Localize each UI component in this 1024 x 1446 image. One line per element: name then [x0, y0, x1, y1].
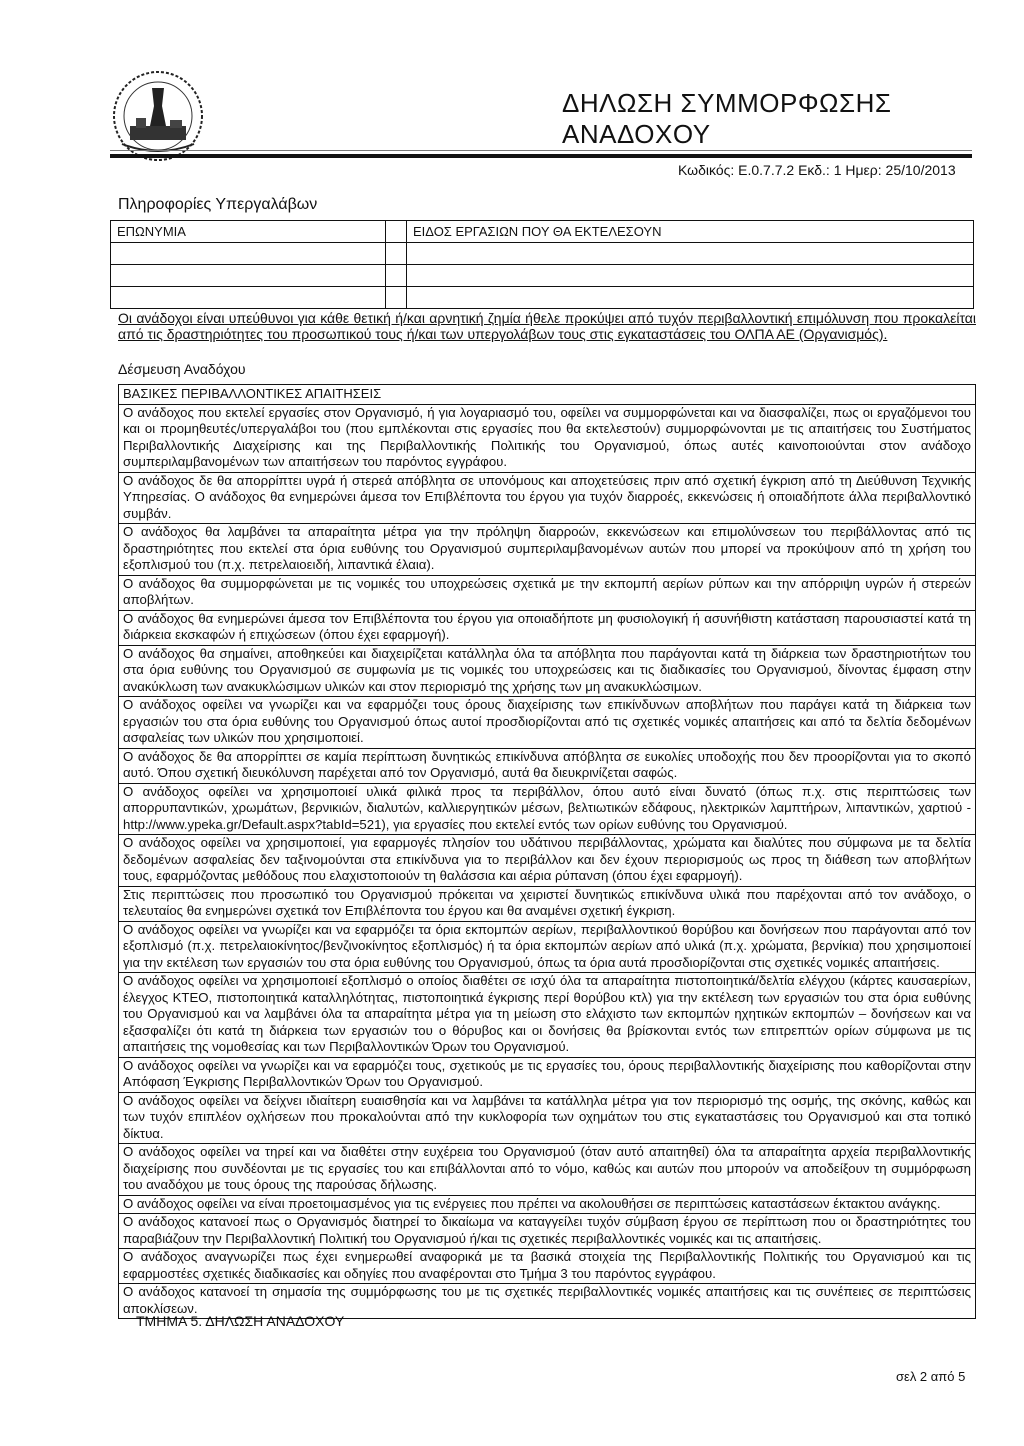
- table-header-row: [111, 221, 974, 243]
- requirement-row: [119, 783, 976, 835]
- requirements-table: [118, 384, 976, 1319]
- requirement-text: Ο ανάδοχος κατανοεί τη σημασία της συμμόρφωσης του με τις σχετικές περιβαλλοντικές νομικές απαιτήσεις και τις συνέπειες σε περιπτώσεις αποκλίσεων.: [119, 1284, 976, 1319]
- requirement-text: Ο ανάδοχος θα συμμορφώνεται με τις νομικές του υποχρεώσεις σχετικά με την εκπομπή αερίων ρύπων και την απόρριψη υγρών ή στερεών αποβλήτων.: [119, 575, 976, 610]
- requirement-row: [119, 1249, 976, 1284]
- column-header-work-type: ΕΙΔΟΣ ΕΡΓΑΣΙΩΝ ΠΟΥ ΘΑ ΕΚΤΕΛΕΣΟΥΝ: [407, 221, 974, 243]
- table-row: [111, 287, 974, 309]
- responsibility-note: Οι ανάδοχοι είναι υπεύθυνοι για κάθε θετική ή/και αρνητική ζημία ήθελε προκύψει από τυχόν περιβαλλοντική επιμόλυνση που προκαλείται από τις δραστηριότητες του προσωπικού τους ή/και των υπεργολάβων τους στις εγκαταστάσεις του ΟΛΠΑ ΑΕ (Οργανισμός).: [118, 310, 976, 342]
- work-type-input-cell[interactable]: [407, 265, 974, 287]
- table-cell: [386, 243, 407, 265]
- requirement-row: [119, 1092, 976, 1144]
- requirement-text: Ο ανάδοχος αναγνωρίζει πως έχει ενημερωθεί αναφορικά με τα βασικά στοιχεία της Περιβαλλοντικής Πολιτικής του Οργανισμού και τις εφαρμοστέες σχετικές διαδικασίες και οδηγίες που αναφέρονται στο Τμήμα 3 του παρόντος εγγράφου.: [119, 1249, 976, 1284]
- work-type-input-cell[interactable]: [407, 243, 974, 265]
- requirement-row: [119, 886, 976, 921]
- requirement-row: [119, 1214, 976, 1249]
- work-type-input-cell[interactable]: [407, 287, 974, 309]
- requirements-table-header: ΒΑΣΙΚΕΣ ΠΕΡΙΒΑΛΛΟΝΤΙΚΕΣ ΑΠΑΙΤΗΣΕΙΣ: [119, 385, 976, 405]
- requirement-row: [119, 472, 976, 524]
- requirement-text: Ο ανάδοχος οφείλει να τηρεί και να διαθέτει στην ευχέρεια του Οργανισμού (όταν αυτό απαιτηθεί) όλα τα απαραίτητα αρχεία περιβαλλοντικής διαχείρισης που συνδέονται με τις εργασίες του και επιβάλλονται από το νόμο, καθώς και αυτών που μπορούν να αποδείξουν τη συμμόρφωση του αναδόχου με τους όρους της παρούσας δήλωσης.: [119, 1144, 976, 1196]
- table-row: [111, 243, 974, 265]
- table-cell: [386, 221, 407, 243]
- commitment-section-title: Δέσμευση Αναδόχου: [118, 361, 246, 377]
- header-divider-thin: [110, 150, 972, 151]
- requirement-row: [119, 748, 976, 783]
- company-seal-logo: [100, 66, 218, 166]
- requirement-row: [119, 1195, 976, 1214]
- requirement-text: Ο ανάδοχος θα σημαίνει, αποθηκεύει και διαχειρίζεται κατάλληλα όλα τα απόβλητα που παράγονται κατά τη διάρκεια των δραστηριοτήτων του στα όρια ευθύνης του Οργανισμού σε συμφωνία με τις νομικές του υποχρεώσεις και τις διαδικασίες του Οργανισμού, δίνοντας έμφαση στην ανακύκλωση των ανακυκλώσιμων υλικών και στον περιορισμό της χρήσης των μη ανακυκλώσιμων.: [119, 645, 976, 697]
- requirement-row: [119, 697, 976, 749]
- requirement-text: Ο ανάδοχος οφείλει να δείχνει ιδιαίτερη ευαισθησία και να λαμβάνει τα κατάλληλα μέτρα για τον περιορισμό της οσμής, της σκόνης, καθώς και των τυχόν επιπλέον οχλήσεων που προκαλούνται από την κυκλοφορία των οχημάτων του στις εγκαταστάσεις του Οργανισμού και στα τοπικό δίκτυα.: [119, 1092, 976, 1144]
- table-cell: [386, 287, 407, 309]
- requirement-text: Ο ανάδοχος οφείλει να χρησιμοποιεί υλικά φιλικά προς τα περιβάλλον, όπου αυτό είναι δυνατό (όπως π.χ. στις περιπτώσεις των απορρυπαντικών, χρωμάτων, βερνικιών, διαλυτών, καλλιεργητικών μέσων, βελτιωτικών εδάφους, ηλεκτρικών λαμπτήρων, λιπαντικών, χαρτιού - http://www.ypeka.gr/Default.aspx?tabId=521), για εργασίες που εκτελεί εντός των ορίων ευθύνης του Οργανισμού.: [119, 783, 976, 835]
- requirement-text: Ο ανάδοχος θα λαμβάνει τα απαραίτητα μέτρα για την πρόληψη διαρροών, εκκενώσεων και επιμολύνσεων του περιβάλλοντας από τις δραστηριότητες που εκτελεί στα όρια ευθύνης του Οργανισμού συμπεριλαμβανομένων αυτών που μπορεί να προκύψουν από τη χρήση του εξοπλισμού του (π.χ. πετρελαιοειδή, λιπαντικά έλαια).: [119, 524, 976, 576]
- requirement-text: Ο ανάδοχος οφείλει να είναι προετοιμασμένος για τις ενέργειες που πρέπει να ακολουθήσει σε περιπτώσεις καταστάσεων έκτακτου ανάγκης.: [119, 1195, 976, 1214]
- document-title: ΔΗΛΩΣΗ ΣΥΜΜΟΡΦΩΣΗΣ ΑΝΑΔΟΧΟΥ: [562, 88, 892, 149]
- page-number: σελ 2 από 5: [896, 1369, 966, 1384]
- requirement-row: [119, 575, 976, 610]
- section-label: ΤΜΗΜΑ 5. ΔΗΛΩΣΗ ΑΝΑΔΟΧΟΥ: [136, 1313, 345, 1329]
- table-row: [111, 265, 974, 287]
- requirement-row: [119, 973, 976, 1058]
- requirement-text: Ο ανάδοχος θα ενημερώνει άμεσα τον Επιβλέποντα του έργου για οποιαδήποτε μη φυσιολογική ή ασυνήθιστη κατάσταση παρουσιαστεί κατά τη διάρκεια εκσκαφών ή επιχώσεων (όπου έχει εφαρμογή).: [119, 610, 976, 645]
- document-code: Κωδικός: Ε.0.7.7.2 Εκδ.: 1 Ημερ: 25/10/2013: [678, 162, 956, 178]
- requirement-text: Ο ανάδοχος οφείλει να χρησιμοποιεί εξοπλισμό ο οποίος διαθέτει σε ισχύ όλα τα απαραίτητα πιστοποιητικά/δελτία ελέγχου (κάρτες καυσαερίων, έλεγχος ΚΤΕΟ, πιστοποιητικά καταλληλότητας, πιστοποιητικά έγκρισης περί θορύβου κτλ) για την εκτέλεση των εργασιών του στα όρια ευθύνης του Οργανισμού και να λαμβάνει όλα τα απαραίτητα μέτρα για τη μείωση στο ελάχιστο των εκπομπών ηχητικών εκπομπών – δονήσεων και να εξασφαλίζει ότι κατά τη διάρκεια των εργασιών του ο θόρυβος και οι δονήσεις θα βρίσκονται εντός των επιτρεπτών ορίων σύμφωνα με τις απαιτήσεις της νομοθεσίας και των Περιβαλλοντικών Όρων του Οργανισμού.: [119, 973, 976, 1058]
- requirement-row: [119, 524, 976, 576]
- requirement-row: [119, 1057, 976, 1092]
- requirement-text: Ο ανάδοχος οφείλει να χρησιμοποιεί, για εφαρμογές πλησίον του υδάτινου περιβάλλοντας, χρώματα και διαλύτες που σύμφωνα με τα δελτία δεδομένων ασφαλείας δεν ταξινομούνται στα επικίνδυνα για το περιβάλλον και δεν έχουν περιορισμούς ως προς τη διάθεση των αποβλήτων τους, εφαρμόζοντας μεθόδους που ελαχιστοποιούν τη θαλάσσια και αέρια ρύπανση (όπου έχει εφαρμογή).: [119, 835, 976, 887]
- header-divider: [110, 154, 972, 158]
- requirement-text: Ο ανάδοχος οφείλει να γνωρίζει και να εφαρμόζει τους, σχετικούς με τις εργασίες του, όρους περιβαλλοντικής διαχείρισης που καθορίζονται στην Απόφαση Έγκρισης Περιβαλλοντικών Όρων του Οργανισμού.: [119, 1057, 976, 1092]
- requirement-row: [119, 645, 976, 697]
- requirement-text: Ο ανάδοχος που εκτελεί εργασίες στον Οργανισμό, ή για λογαριασμό του, οφείλει να συμμορφώνεται και να διασφαλίζει, πως οι εργαζόμενοι του και οι προμηθευτές/υπεργαλάβοι του (που εμπλέκονται στις εργασίες που θα εκτελεστούν) συμμορφώνονται με τις απαιτήσεις του Συστήματος Περιβαλλοντικής Διαχείρισης και της Περιβαλλοντικής Πολιτικής του Οργανισμού, όπως αυτές καινοποιούνται στον ανάδοχο συμπεριλαμβανομένων των απαιτήσεων του παρόντος εγγράφου.: [119, 404, 976, 472]
- name-input-cell[interactable]: [111, 243, 386, 265]
- requirement-text: Ο ανάδοχος οφείλει να γνωρίζει και να εφαρμόζει τα όρια εκπομπών αερίων, περιβαλλοντικού θορύβου και δονήσεων που παράγονται από τον εξοπλισμό (π.χ. πετρελαιοκίνητος/βενζινοκίνητος εξοπλισμός) ή τα όρια εκπομπών αερίων από υλικά (π.χ. χρώματα, βερνίκια) που χρησιμοποιεί για την εκτέλεση των εργασιών του στα όρια ευθύνης του Οργανισμού, όπως τα όρια αυτά προσδιορίζονται στις σχετικές νομικές απαιτήσεις.: [119, 921, 976, 973]
- requirement-row: [119, 921, 976, 973]
- requirement-row: [119, 404, 976, 472]
- column-header-name: ΕΠΩΝΥΜΙΑ: [111, 221, 386, 243]
- requirement-text: Ο ανάδοχος κατανοεί πως ο Οργανισμός διατηρεί το δικαίωμα να καταγγείλει τυχόν σύμβαση έργου σε περίπτωση που οι δραστηριότητες του παραβιάζουν την Περιβαλλοντική Πολιτική του Οργανισμού ή/και τις σχετικές περιβαλλοντικές νομικές και τις απαιτήσεις.: [119, 1214, 976, 1249]
- requirement-row: [119, 1144, 976, 1196]
- name-input-cell[interactable]: [111, 287, 386, 309]
- requirement-row: [119, 835, 976, 887]
- requirement-text: Στις περιπτώσεις που προσωπικό του Οργανισμού πρόκειται να χειριστεί δυνητικώς επικίνδυνα υλικά που παρέχονται από τον ανάδοχο, ο τελευταίος θα ενημερώνει σχετικά τον Επιβλέποντα του έργου και θα αναμένει σχετική έγκριση.: [119, 886, 976, 921]
- requirement-text: Ο ανάδοχος δε θα απορρίπτει υγρά ή στερεά απόβλητα σε υπονόμους και αποχετεύσεις πριν από σχετική έγκριση από τη Διεύθυνση Τεχνικής Υπηρεσίας. Ο ανάδοχος θα ενημερώνει άμεσα τον Επιβλέποντα του έργου για τυχόν διαρροές, εκκενώσεις ή οποιαδήποτε άλλα περιβαλλοντικό συμβάν.: [119, 472, 976, 524]
- name-input-cell[interactable]: [111, 265, 386, 287]
- requirement-row: [119, 610, 976, 645]
- requirement-text: Ο ανάδοχος δε θα απορρίπτει σε καμία περίπτωση δυνητικώς επικίνδυνα απόβλητα σε ευκολίες υποδοχής που δεν προορίζονται για το σκοπό αυτό. Όπου σχετική διευκόλυνση παρέχεται από τον Οργανισμό, αυτά θα διευκρινίζεται σαφώς.: [119, 748, 976, 783]
- requirement-text: Ο ανάδοχος οφείλει να γνωρίζει και να εφαρμόζει τους όρους διαχείρισης των επικίνδυνων αποβλήτων που παράγει κατά τη διάρκεια των εργασιών του στα όρια ευθύνης του Οργανισμού όπως αυτοί προσδιορίζονται από τις σχετικές νομικές απαιτήσεις και από τα δελτία δεδομένων ασφαλείας των υλικών που χρησιμοποιεί.: [119, 697, 976, 749]
- subcontractors-table: [110, 220, 974, 309]
- subcontractors-section-title: Πληροφορίες Υπεργαλάβων: [118, 196, 318, 213]
- table-cell: [386, 265, 407, 287]
